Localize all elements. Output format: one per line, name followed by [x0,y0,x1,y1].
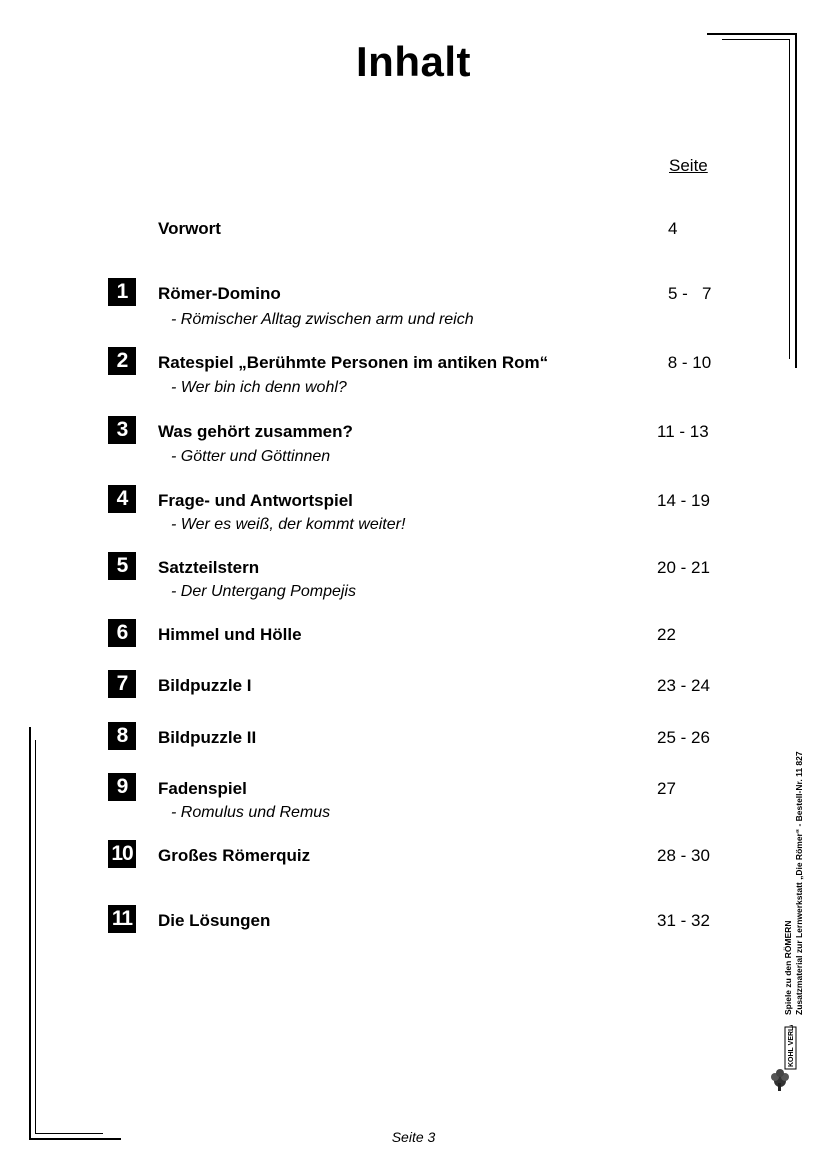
page-title: Inhalt [356,38,471,85]
side-label-line-1: Spiele zu den RÖMERN [783,920,793,1015]
entry-title: Die Lösungen [158,911,271,930]
entry-number-box: 3 [108,416,136,444]
side-label-line-2: Zusatzmaterial zur Lernwerkstatt „Die Römer“ - Bestell-Nr. 11 827 [794,751,804,1015]
entry-title: Frage- und Antwortspiel [158,491,353,510]
publisher-name: KOHL VERLAG [788,1025,795,1067]
entry-title: Bildpuzzle I [158,676,252,695]
vorwort-pages: 4 [668,219,678,238]
entry-number-box: 5 [108,552,136,580]
side-label [783,751,805,1015]
page-column-header: Seite [669,156,708,175]
entry-number-box: 4 [108,485,136,513]
entry-subtitle: - Der Untergang Pompejis [171,583,356,600]
publisher-logo [768,1025,798,1095]
entry-number-box: 10 [108,840,136,868]
entry-number-box: 7 [108,670,136,698]
entry-pages: 31 - 32 [657,911,710,930]
entry-pages: 20 - 21 [657,558,710,577]
entry-subtitle: - Wer es weiß, der kommt weiter! [171,516,406,533]
entry-subtitle: - Römischer Alltag zwischen arm und reich [171,311,474,328]
entry-pages: 5 - 7 [668,284,712,303]
entry-title: Was gehört zusammen? [158,422,353,441]
entry-pages: 11 - 13 [657,422,709,441]
entry-title: Ratespiel „Berühmte Personen im antiken Rom“ [158,353,549,372]
entry-pages: 8 - 10 [663,353,712,372]
entry-number-box: 6 [108,619,136,647]
entry-title: Großes Römerquiz [158,846,311,865]
entry-pages: 25 - 26 [657,728,710,747]
entry-number-box: 9 [108,773,136,801]
entry-title: Bildpuzzle II [158,728,257,747]
entry-title: Himmel und Hölle [158,625,302,644]
entry-pages: 22 [657,625,676,644]
tree-logo-icon [768,1025,798,1095]
entry-subtitle: - Götter und Göttinnen [171,448,331,465]
entry-subtitle: - Wer bin ich denn wohl? [171,379,347,396]
vorwort-title: Vorwort [158,219,221,238]
entry-pages: 14 - 19 [657,491,710,510]
entry-number-box: 2 [108,347,136,375]
entry-title: Satzteilstern [158,558,260,577]
entry-subtitle: - Romulus und Remus [171,804,331,821]
entry-pages: 27 [657,779,676,798]
entry-number-box: 1 [108,278,136,306]
entry-pages: 28 - 30 [657,846,710,865]
entry-number-box: 8 [108,722,136,750]
page-number-footer: Seite 3 [391,1129,436,1145]
entry-title: Römer-Domino [158,284,281,303]
entry-pages: 23 - 24 [657,676,710,695]
entry-number-box: 11 [108,905,136,933]
entry-title: Fadenspiel [158,779,247,798]
